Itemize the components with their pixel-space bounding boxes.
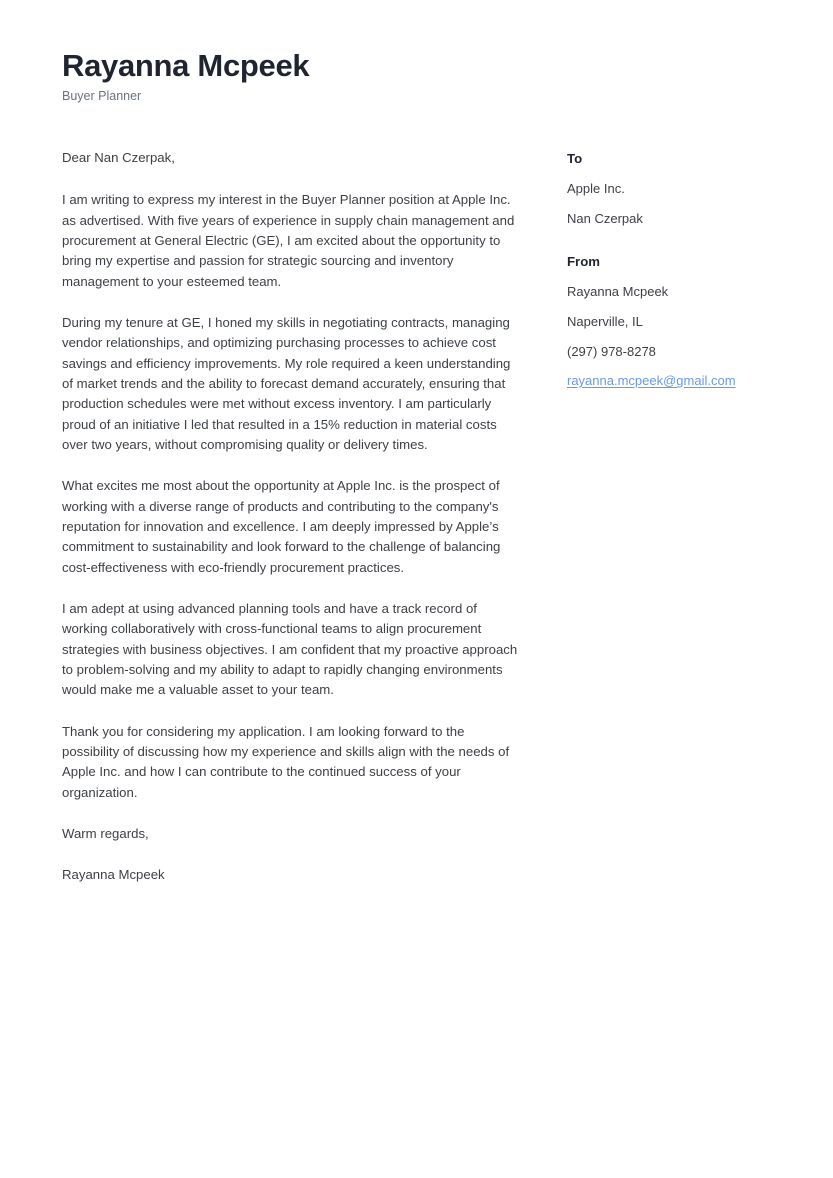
letter-salutation: Dear Nan Czerpak, xyxy=(62,150,175,165)
sender-email-link[interactable]: rayanna.mcpeek@gmail.com xyxy=(567,373,736,389)
sender-heading: From xyxy=(567,254,600,270)
letter-paragraph: I am writing to express my interest in the Buyer Planner position at Apple Inc. as advertised. With five years of experience in supply chain management and procurement at General Electric (GE), I am excited about the opportunity to bring my expertise and passion for strategic sourcing and inventory management to your esteemed team. xyxy=(62,192,515,289)
letter-signature: Rayanna Mcpeek xyxy=(62,867,165,883)
letter-closing: Warm regards, xyxy=(62,825,149,841)
letter-body xyxy=(62,148,522,886)
letter-meta-column xyxy=(567,150,782,390)
letter-paragraph: During my tenure at GE, I honed my skills in negotiating contracts, managing vendor relationships, and optimizing purchasing processes to achieve cost savings and efficiency improvements. My role required a keen understanding of market trends and the ability to forecast demand accurately, ensuring that production schedules were met without excess inventory. I am particularly proud of an initiative I led that resulted in a 15% reduction in material costs over two years, without compromising quality or delivery times. xyxy=(62,314,511,452)
letter-paragraph: I am adept at using advanced planning tools and have a track record of working collaboratively with cross-functional teams to align procurement strategies with business objectives. I am confident that my proactive approach to problem-solving and my ability to adapt to rapidly changing environments would make me a valuable asset to your team. xyxy=(62,600,518,698)
sender-phone: (297) 978-8278 xyxy=(567,343,656,359)
sender-name: Rayanna Mcpeek xyxy=(567,284,669,300)
sender-block xyxy=(567,253,782,390)
letter-paragraph: What excites me most about the opportunity at Apple Inc. is the prospect of working with a diverse range of products and contributing to the company's reputation for innovation and excellence. I am deeply impressed by Apple’s commitment to sustainability and look forward to the challenge of balancing cost-effectiveness with eco-friendly procurement practices. xyxy=(62,478,501,575)
applicant-job-title: Buyer Planner xyxy=(62,88,142,103)
recipient-contact-name: Nan Czerpak xyxy=(567,210,643,226)
letter-paragraph: Thank you for considering my application. I am looking forward to the possibility of discussing how my experience and skills align with the needs of Apple Inc. and how I can contribute to the continued success of your organization. xyxy=(62,723,510,800)
sender-location: Naperville, IL xyxy=(567,313,643,329)
page-title: Rayanna Mcpeek xyxy=(62,48,310,83)
letter-header xyxy=(62,48,662,104)
recipient-company: Apple Inc. xyxy=(567,181,625,197)
recipient-block xyxy=(567,150,782,227)
recipient-heading: To xyxy=(567,151,583,166)
